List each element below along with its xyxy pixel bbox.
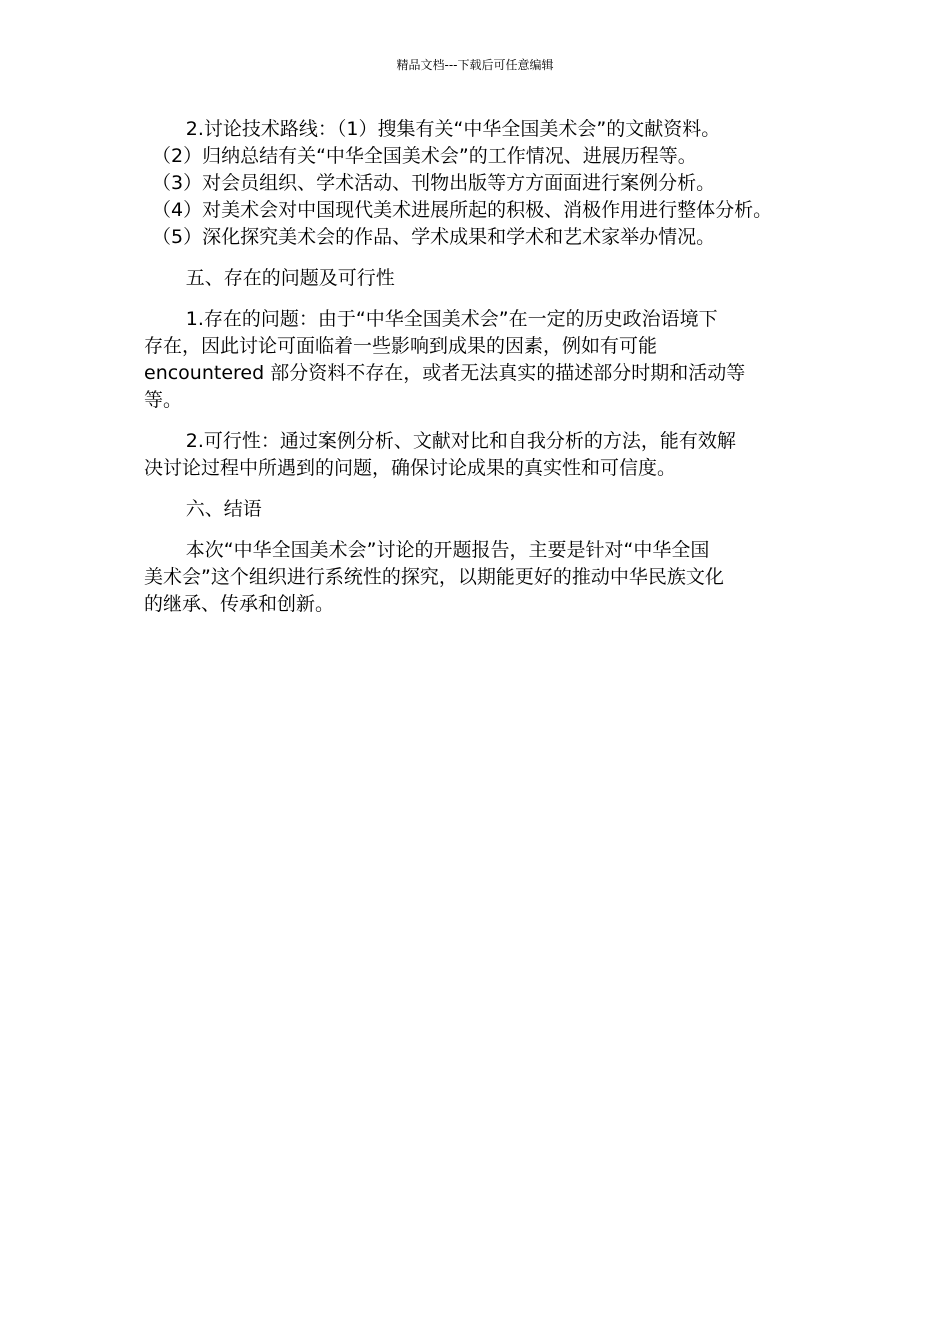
problems-line: 存在，因此讨论可面临着一些影响到成果的因素，例如有可能 (144, 335, 658, 357)
page-header: 精品文档---下载后可任意编辑 (396, 58, 554, 72)
tech-route-item-2: （2）归纳总结有关“中华全国美术会”的工作情况、进展历程等。 (152, 145, 697, 167)
feasibility-line: 决讨论过程中所遇到的问题，确保讨论成果的真实性和可信度。 (144, 457, 677, 479)
problems-line: encountered 部分资料不存在，或者无法真实的描述部分时期和活动等 (144, 362, 746, 384)
tech-route-item-4: （4）对美术会对中国现代美术进展所起的积极、消极作用进行整体分析。 (152, 199, 773, 221)
conclusion-line: 美术会”这个组织进行系统性的探究，以期能更好的推动中华民族文化 (144, 566, 724, 588)
section-6-heading: 六、结语 (185, 498, 262, 520)
tech-route-item-5: （5）深化探究美术会的作品、学术成果和学术和艺术家举办情况。 (152, 226, 716, 248)
feasibility-paragraph (144, 428, 824, 482)
conclusion-line: 本次“中华全国美术会”讨论的开题报告，主要是针对“中华全国 (185, 539, 710, 561)
problems-line: 1.存在的问题：由于“中华全国美术会”在一定的历史政治语境下 (185, 308, 718, 330)
tech-route-item-3: （3）对会员组织、学术活动、刊物出版等方方面面进行案例分析。 (152, 172, 716, 194)
tech-route-intro: 2.讨论技术路线：（1）搜集有关“中华全国美术会”的文献资料。 (185, 118, 721, 140)
section-5-heading: 五、存在的问题及可行性 (185, 267, 395, 289)
conclusion-line: 的继承、传承和创新。 (144, 593, 335, 615)
problems-line: 等。 (144, 389, 183, 411)
conclusion-paragraph (144, 537, 824, 618)
document-body (144, 116, 824, 618)
problems-paragraph (144, 306, 824, 414)
feasibility-line: 2.可行性：通过案例分析、文献对比和自我分析的方法，能有效解 (185, 430, 736, 452)
